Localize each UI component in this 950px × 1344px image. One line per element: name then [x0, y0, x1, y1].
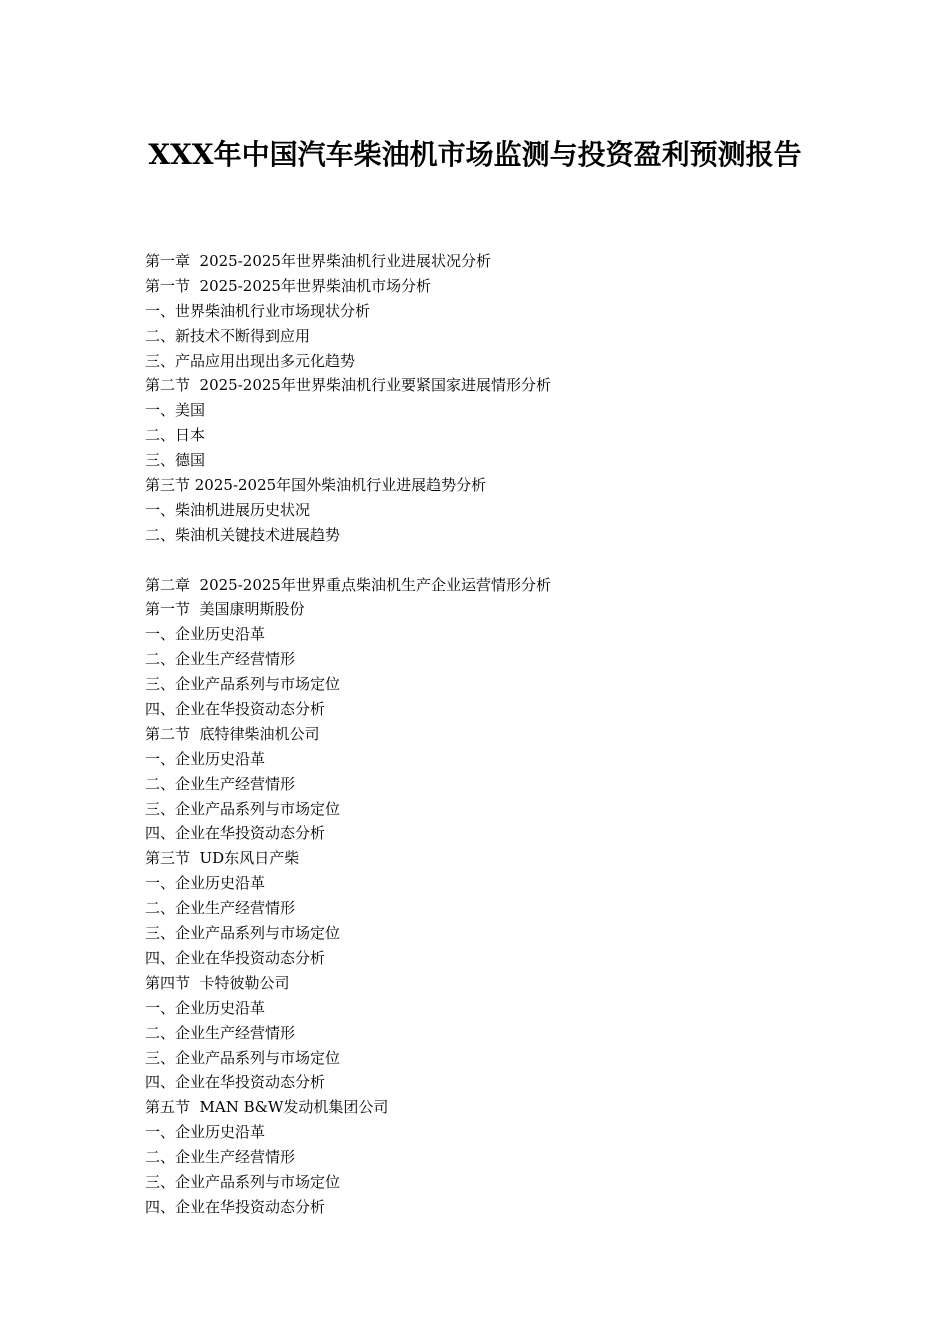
toc-line: 第二节 底特律柴油机公司 [145, 724, 320, 743]
toc-line: 二、新技术不断得到应用 [145, 326, 311, 345]
toc-line: 第一节 美国康明斯股份 [145, 600, 305, 619]
toc-line: 二、企业生产经营情形 [145, 774, 296, 793]
toc-line: 二、日本 [145, 426, 206, 445]
table-of-contents [145, 249, 825, 1220]
toc-line: 第二章 2025-2025年世界重点柴油机生产企业运营情形分析 [145, 575, 551, 594]
toc-line: 二、企业生产经营情形 [145, 650, 296, 669]
toc-line: 第二节 2025-2025年世界柴油机行业要紧国家进展情形分析 [145, 376, 551, 395]
toc-line: 二、企业生产经营情形 [145, 1148, 296, 1167]
toc-line: 三、企业产品系列与市场定位 [145, 799, 341, 818]
toc-line: 第五节 MAN B&W发动机集团公司 [145, 1098, 389, 1117]
toc-line: 三、企业产品系列与市场定位 [145, 1048, 341, 1067]
toc-line: 三、企业产品系列与市场定位 [145, 1172, 341, 1191]
toc-line: 一、美国 [145, 401, 206, 420]
toc-line: 四、企业在华投资动态分析 [145, 948, 326, 967]
toc-line: 第四节 卡特彼勒公司 [145, 973, 290, 992]
toc-line: 第一节 2025-2025年世界柴油机市场分析 [145, 276, 431, 295]
toc-line: 一、企业历史沿革 [145, 874, 266, 893]
toc-spacer [145, 548, 825, 573]
toc-group-chapter-1 [145, 249, 825, 548]
toc-line: 一、企业历史沿革 [145, 625, 266, 644]
toc-line: 一、世界柴油机行业市场现状分析 [145, 301, 371, 320]
toc-line: 三、产品应用出现出多元化趋势 [145, 351, 356, 370]
toc-line: 一、柴油机进展历史状况 [145, 500, 311, 519]
toc-line: 第三节 2025-2025年国外柴油机行业进展趋势分析 [145, 476, 487, 495]
toc-line: 一、企业历史沿革 [145, 1123, 266, 1142]
toc-line: 四、企业在华投资动态分析 [145, 700, 326, 719]
toc-line: 四、企业在华投资动态分析 [145, 1073, 326, 1092]
toc-line: 三、德国 [145, 451, 206, 470]
toc-line: 四、企业在华投资动态分析 [145, 1197, 326, 1216]
toc-line: 一、企业历史沿革 [145, 749, 266, 768]
toc-line: 二、企业生产经营情形 [145, 899, 296, 918]
toc-line: 二、柴油机关键技术进展趋势 [145, 525, 341, 544]
toc-line: 三、企业产品系列与市场定位 [145, 924, 341, 943]
document-title: XXX年中国汽车柴油机市场监测与投资盈利预测报告 [148, 138, 802, 171]
toc-group-chapter-2 [145, 573, 825, 1220]
toc-line: 第三节 UD东风日产柴 [145, 849, 300, 868]
toc-line: 四、企业在华投资动态分析 [145, 824, 326, 843]
toc-line: 第一章 2025-2025年世界柴油机行业进展状况分析 [145, 252, 491, 270]
toc-line: 三、企业产品系列与市场定位 [145, 675, 341, 694]
toc-line: 二、企业生产经营情形 [145, 1023, 296, 1042]
toc-line: 一、企业历史沿革 [145, 998, 266, 1017]
